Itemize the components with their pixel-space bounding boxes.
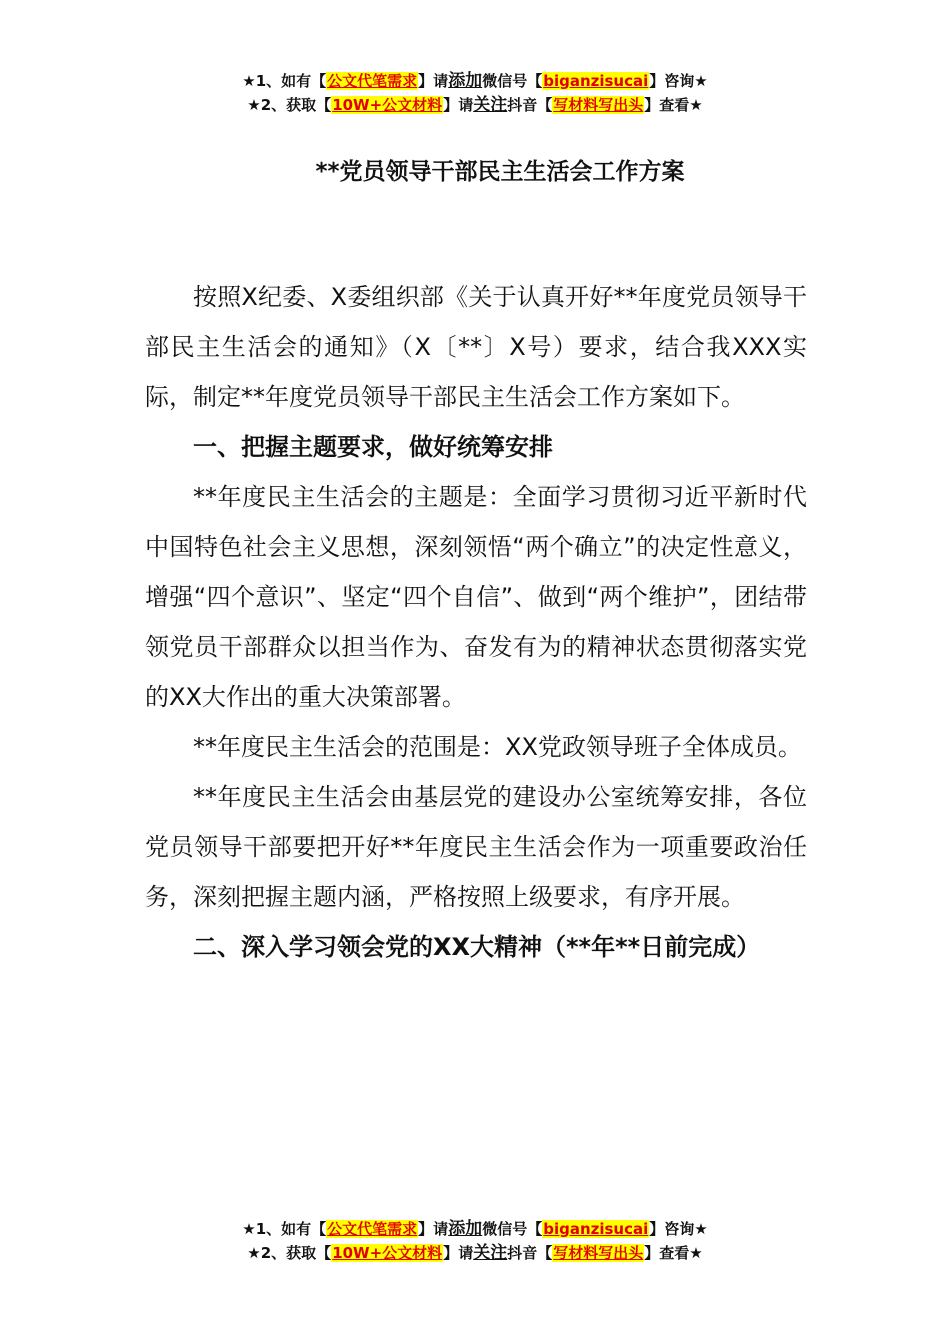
promo-highlight: 10W+公文材料 [332,1244,443,1262]
body-paragraph: **年度民主生活会由基层党的建设办公室统筹安排，各位党员领导干部要把开好**年度民主生活会作为一项重要政治任务，深刻把握主题内涵，严格按照上级要求，有序开展。 [145,783,807,911]
promo-text: 】查看★ [644,96,703,114]
promo-highlight: 写材料写出头 [553,96,644,114]
promo-emphasis: 添加 [448,1219,483,1239]
promo-text: 微信号【 [482,72,543,90]
promo-text: 】咨询★ [649,1220,708,1238]
body-paragraph: **年度民主生活会的范围是：XX党政领导班子全体成员。 [193,733,802,761]
promo-line-1 [0,1218,950,1242]
promo-emphasis: 关注 [473,1243,508,1263]
promo-emphasis: 添加 [448,71,483,91]
promo-highlight: biganzisucai [543,1220,649,1238]
header-promo-banner [0,70,950,118]
promo-highlight: 写材料写出头 [553,1244,644,1262]
promo-text: 】请 [443,1244,474,1262]
promo-emphasis: 关注 [473,95,508,115]
promo-text: 】咨询★ [649,72,708,90]
promo-text: 】查看★ [644,1244,703,1262]
promo-text: 抖音【 [507,96,553,114]
document-body [145,272,807,972]
promo-text: 】请 [418,1220,449,1238]
promo-highlight: biganzisucai [543,72,649,90]
body-paragraph: 按照X纪委、X委组织部《关于认真开好**年度党员领导干部民主生活会的通知》（X〔**〕X号）要求，结合我XXX实际，制定**年度党员领导干部民主生活会工作方案如下。 [145,283,807,411]
promo-text: 】请 [443,96,474,114]
promo-line-2 [0,1242,950,1266]
promo-text: ★2、获取【 [247,96,332,114]
promo-highlight: 10W+公文材料 [332,96,443,114]
promo-line-2 [0,94,950,118]
promo-text: ★1、如有【 [242,72,327,90]
section-heading: 一、把握主题要求，做好统筹安排 [193,433,553,461]
promo-highlight: 公文代笔需求 [327,1220,418,1238]
document-title: **党员领导干部民主生活会工作方案 [315,159,685,185]
body-paragraph: **年度民主生活会的主题是：全面学习贯彻习近平新时代中国特色社会主义思想，深刻领悟“两个确立”的决定性意义，增强“四个意识”、坚定“四个自信”、做到“两个维护”，团结带领党员干部群众以担当作为、奋发有为的精神状态贯彻落实党的XX大作出的重大决策部署。 [145,483,807,711]
promo-text: 】请 [418,72,449,90]
promo-highlight: 公文代笔需求 [327,72,418,90]
promo-text: ★2、获取【 [247,1244,332,1262]
promo-text: ★1、如有【 [242,1220,327,1238]
promo-line-1 [0,70,950,94]
footer-promo-banner [0,1218,950,1266]
section-heading: 二、深入学习领会党的XX大精神（**年**日前完成） [193,933,761,961]
promo-text: 微信号【 [482,1220,543,1238]
promo-text: 抖音【 [507,1244,553,1262]
